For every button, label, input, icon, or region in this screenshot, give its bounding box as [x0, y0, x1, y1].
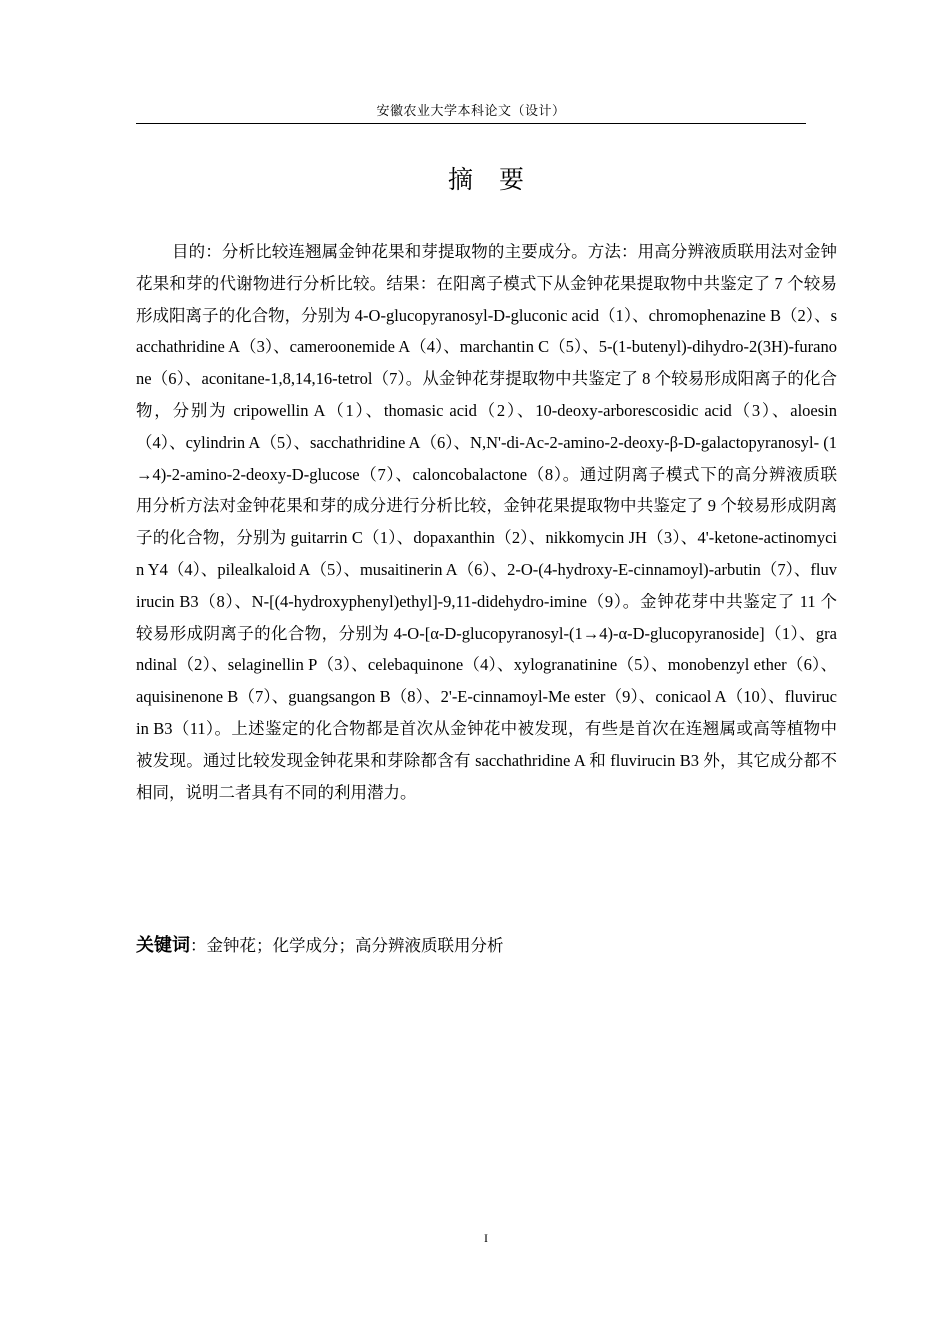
- header-rule: [136, 123, 806, 124]
- running-header: 安徽农业大学本科论文（设计）: [376, 104, 566, 119]
- keywords-line: [136, 930, 837, 962]
- abstract-body: 目的：分析比较连翘属金钟花果和芽提取物的主要成分。方法：用高分辨液质联用法对金钟花果和芽的代谢物进行分析比较。结果：在阳离子模式下从金钟花果提取物中共鉴定了 7 个较易形成阳离子的化合物，分别为 4-O-glucopyranosyl-D-gluconic acid（1）、chromophenazine B（2）、sacchathridine A（3）、cameroonemide A（4）、marchantin C（5）、5-(1-butenyl)-dihydro-2(3H)-furanone（6）、aconitane-1,8,14,16-tetrol（7）。从金钟花芽提取物中共鉴定了 8 个较易形成阳离子的化合物，分别为 cripowellin A（1）、thomasic acid（2）、10-deoxy-arborescosidic acid（3）、aloesin（4）、cylindrin A（5）、sacchathridine A（6）、N,N'-di-Ac-2-amino-2-deoxy-β-D-galactopyranosyl- (1→4)-2-amino-2-deoxy-D-glucose（7）、caloncobalactone（8）。通过阴离子模式下的高分辨液质联用分析方法对金钟花果和芽的成分进行分析比较，金钟花果提取物中共鉴定了 9 个较易形成阴离子的化合物，分别为 guitarrin C（1）、dopaxanthin（2）、nikkomycin JH（3）、4'-ketone-actinomycin Y4（4）、pilealkaloid A（5）、musaitinerin A（6）、2-O-(4-hydroxy-E-cinnamoyl)-arbutin（7）、fluvirucin B3（8）、N-[(4-hydroxyphenyl)ethyl]-9,11-didehydro-imine（9）。金钟花芽中共鉴定了 11 个较易形成阴离子的化合物，分别为 4-O-[α-D-glucopyranosyl-(1→4)-α-D-glucopyranoside]（1）、grandinal（2）、selaginellin P（3）、celebaquinone（4）、xylogranatinine（5）、monobenzyl ether（6）、aquisinenone B（7）、guangsangon B（8）、2'-E-cinnamoyl-Me ester（9）、conicaol A（10）、fluvirucin B3（11）。上述鉴定的化合物都是首次从金钟花中被发现，有些是首次在连翘属或高等植物中被发现。通过比较发现金钟花果和芽除都含有 sacchathridine A 和 fluvirucin B3 外，其它成分都不相同，说明二者具有不同的利用潜力。: [136, 242, 838, 802]
- keywords-values: 金钟花；化学成分；高分辨液质联用分析: [206, 936, 504, 955]
- abstract-title: 摘要: [447, 165, 550, 194]
- keywords-separator: ：: [190, 936, 207, 955]
- page-number: I: [484, 1231, 488, 1245]
- keywords-label: 关键词: [136, 935, 190, 956]
